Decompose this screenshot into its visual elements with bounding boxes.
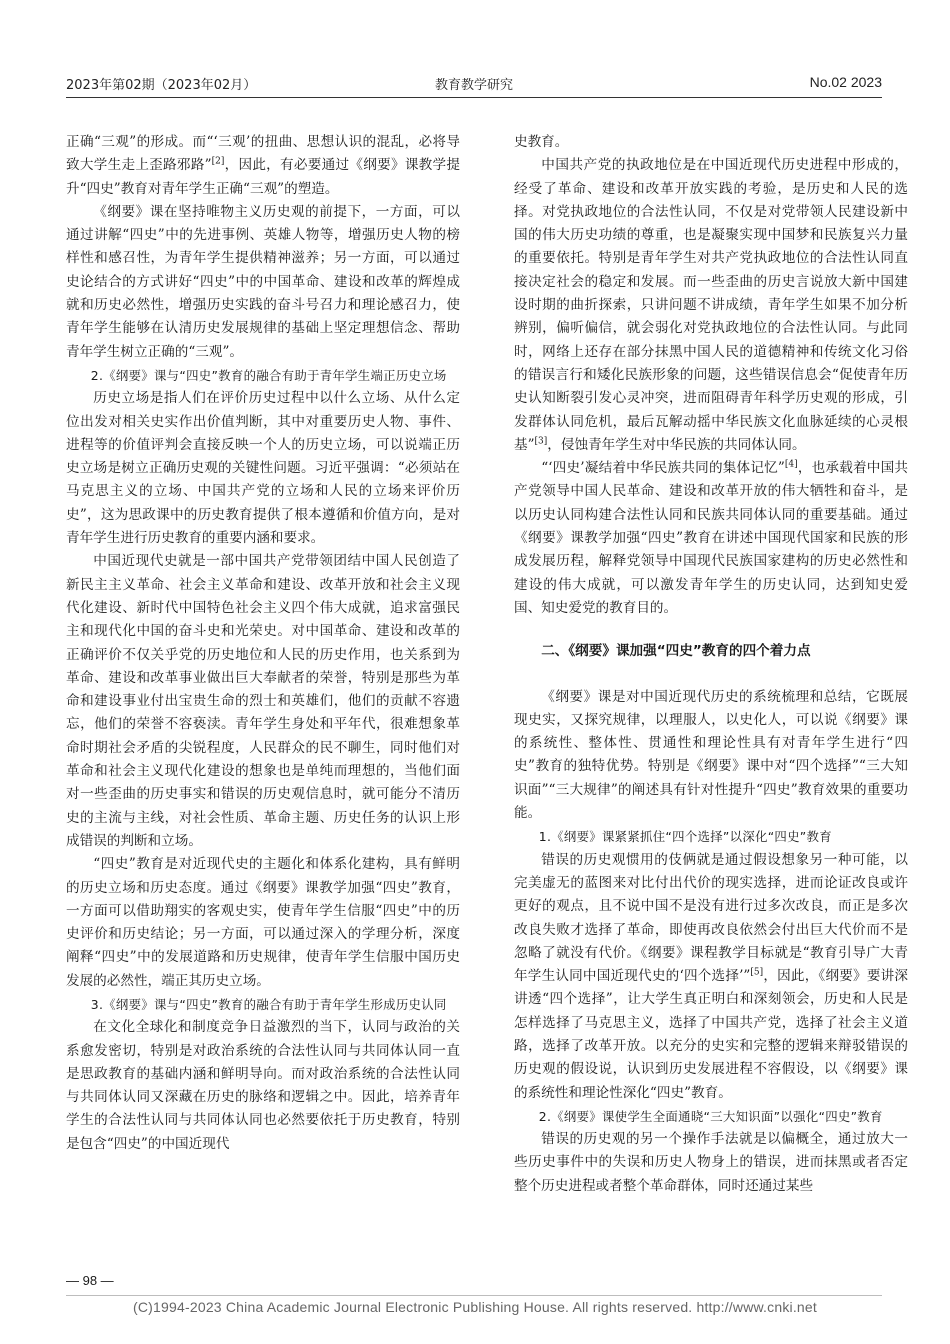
- citation-ref[interactable]: [2]: [211, 156, 225, 167]
- copyright-notice: (C)1994-2023 China Academic Journal Electronic Publishing House. All rights reserved. http://www.cnki.net: [133, 1299, 817, 1315]
- paragraph: “四史”教育是对近现代史的主题化和体系化建构，具有鲜明的历史立场和历史态度。通过《纲要》课教学加强“四史”教育，一方面可以借助翔实的客观史实，使青年学生信服“四史”中的历史评价和历史结论；另一方面，可以通过深入的学理分析，深度阐释“四史”中的发展道路和历史规律，使青年学生信服中国历史发展的必然性，端正其历史立场。: [66, 856, 460, 989]
- footer-divider: [66, 1295, 882, 1296]
- subheading-3: 3.《纲要》课与“四史”教育的融合有助于青年学生形成历史认同: [90, 996, 447, 1012]
- paragraph: 《纲要》课是对中国近现代历史的系统梳理和总结，它既展现史实，又探究规律，以理服人，以史化人，可以说《纲要》课的系统性、整体性、贯通性和理论性具有对青年学生进行“四史”教育的独特优势。特别是《纲要》课中对“四个选择”“三大知识面”“三大规律”的阐述具有针对性提升“四史”教育效果的重要功能。: [514, 688, 908, 822]
- paragraph: 《纲要》课在坚持唯物主义历史观的前提下，一方面，可以通过讲解“四史”中的先进事例、英雄人物等，增强历史人物的榜样性和感召性，为青年学生提供精神滋养；另一方面，可以通过史论结合的方式讲好“四史”中的中国革命、建设和改革的辉煌成就和历史必然性，增强历史实践的奋斗号召力和理论感召力，使青年学生能够在认清历史发展规律的基础上坚定理想信念、帮助青年学生树立正确的“三观”。: [66, 203, 460, 360]
- citation-ref[interactable]: [4]: [784, 459, 798, 470]
- citation-ref[interactable]: [5]: [750, 967, 764, 978]
- left-column: [66, 131, 460, 1156]
- section-heading: 二、《纲要》课加强“四史”教育的四个着力点: [541, 643, 811, 660]
- paragraph: 中国近现代史就是一部中国共产党带领团结中国人民创造了新民主主义革命、社会主义革命和建设、改革开放和社会主义现代化建设、新时代中国特色社会主义四个伟大成就，追求富强民主和现代化中国的奋斗史和光荣史。对中国革命、建设和改革的正确评价不仅关乎党的历史地位和人民的历史作用，也关系到为革命、建设和改革事业做出巨大奉献者的荣誉，特别是那些为革命和建设事业付出宝贵生命的烈士和英雄们，他们的贡献不容遗忘，他们的荣誉不容亵渎。青年学生身处和平年代，很难想象革命时期社会矛盾的尖锐程度，人民群众的民不聊生，同时他们对革命和社会主义现代化建设的想象也是单纯而理想的，当他们面对一些歪曲的历史事实和错误的历史观信息时，就可能分不清历史的主流与主线，对社会性质、革命主题、历史任务的认识上形成错误的判断和立场。: [66, 553, 460, 849]
- paragraph: 正确“三观”的形成。而“‘三观’的扭曲、思想认识的混乱，必将导致大学生走上歪路邪路”[2]，因此，有必要通过《纲要》课教学提升“四史”教育对青年学生正确“三观”的塑造。: [66, 134, 460, 197]
- paragraph: 错误的历史观惯用的伎俩就是通过假设想象另一种可能，以完美虚无的蓝图来对比付出代价的现实选择，进而论证改良或许更好的观点，且不说中国不是没有进行过多次改良，而正是多次改良失败才选择了革命，即使再改良依然会付出巨大代价而不是忽略了就没有代价。《纲要》课程教学目标就是“教育引导广大青年学生认同中国近现代史的‘四个选择’”[5]，因此，《纲要》要讲深讲透“四个选择”，让大学生真正明白和深刻领会，历史和人民是怎样选择了马克思主义，选择了中国共产党，选择了社会主义道路，选择了改革开放。以充分的史实和完整的逻辑来辩驳错误的历史观的假设说，认识到历史发展进程不容假设，以《纲要》课的系统性和理论性深化“四史”教育。: [514, 851, 909, 1101]
- header-divider: [66, 97, 882, 98]
- citation-ref[interactable]: [3]: [534, 436, 548, 447]
- right-column: [514, 131, 908, 1198]
- page-number: — 98 —: [66, 1273, 114, 1288]
- paragraph: 在文化全球化和制度竞争日益激烈的当下，认同与政治的关系愈发密切，特别是对政治系统的合法性认同与共同体认同一直是思政教育的基础内涵和鲜明导向。而对政治系统的合法性认同与共同体认同又深藏在历史的脉络和逻辑之中。因此，培养青年学生的合法性认同与共同体认同也必然要依托于历史教育，特别是包含“四史”的中国近现代: [66, 1019, 460, 1152]
- header-issue: 2023年第02期（2023年02月）: [66, 78, 257, 93]
- paragraph: 史教育。: [514, 134, 569, 150]
- paragraph: 历史立场是指人们在评价历史过程中以什么立场、从什么定位出发对相关史实作出价值判断，其中对重要历史人物、事件、进程等的价值评判会直接反映一个人的历史立场，可以说端正历史立场是树立正确历史观的关键性问题。习近平强调：“必须站在马克思主义的立场、中国共产党的立场和人民的立场来评价历史”，这为思政课中的历史教育提供了根本遵循和价值方向，是对青年学生进行历史教育的重要内涵和要求。: [66, 390, 460, 547]
- paragraph: “‘四史’凝结着中华民族共同的集体记忆”[4]，也承载着中国共产党领导中国人民革命、建设和改革开放的伟大牺牲和奋斗，是以历史认同构建合法性认同和民族共同体认同的重要基础。通过《纲要》课教学加强“四史”教育在讲述中国现代国家和民族的形成发展历程，解释党领导中国现代民族国家建构的历史必然性和建设的伟大成就，可以激发青年学生的历史认同，达到知史爱国、知史爱党的教育目的。: [514, 459, 908, 616]
- subheading-2: 2.《纲要》课使学生全面通晓“三大知识面”以强化“四史”教育: [538, 1108, 883, 1124]
- subheading-2: 2.《纲要》课与“四史”教育的融合有助于青年学生端正历史立场: [90, 367, 447, 383]
- subheading-1: 1.《纲要》课紧紧抓住“四个选择”以深化“四史”教育: [538, 829, 832, 845]
- paragraph: 中国共产党的执政地位是在中国近现代历史进程中形成的，经受了革命、建设和改革开放实践的考验，是历史和人民的选择。对党执政地位的合法性认同，不仅是对党带领人民建设新中国的伟大历史功绩的尊重，也是凝聚实现中国梦和民族复兴力量的重要依托。特别是青年学生对共产党执政地位的合法性认同直接决定社会的稳定和发展。而一些歪曲的历史言说放大新中国建设时期的曲折探索，只讲问题不讲成绩，青年学生如果不加分析辨别，偏听偏信，就会弱化对党执政地位的合法性认同。与此同时，网络上还存在部分抹黑中国人民的道德精神和传统文化习俗的错误言行和矮化民族形象的问题，这些错误信息会“促使青年历史认知断裂引发心灵冲突，进而阻碍青年科学历史观的形成，引发群体认同危机，最后瓦解动摇中华民族文化血脉延续的心灵根基”[3]，侵蚀青年学生对中华民族的共同体认同。: [514, 157, 908, 453]
- paragraph: 错误的历史观的另一个操作手法就是以偏概全，通过放大一些历史事件中的失误和历史人物身上的错误，进而抹黑或者否定整个历史进程或者整个革命群体，同时还通过某些: [514, 1131, 908, 1194]
- header-journal-section: 教育教学研究: [434, 78, 513, 93]
- header-issue-number: No.02 2023: [809, 74, 882, 90]
- running-header: [66, 74, 882, 96]
